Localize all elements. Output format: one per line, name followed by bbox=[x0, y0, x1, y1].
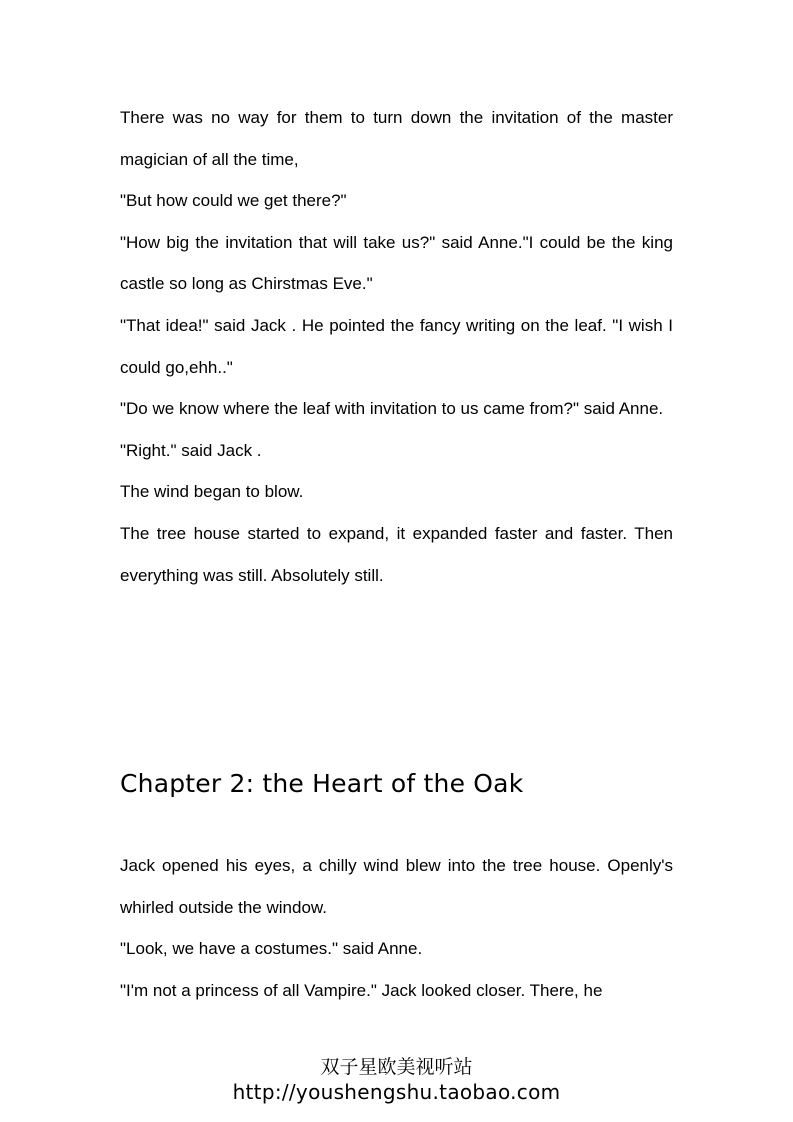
footer-title: 双子星欧美视听站 bbox=[320, 1056, 473, 1078]
paragraph: The tree house started to expand, it expanded faster and faster. Then everything was still. Absolutely still. bbox=[120, 523, 673, 585]
paragraph: "I'm not a princess of all Vampire." Jack looked closer. There, he bbox=[120, 980, 603, 1000]
paragraph: Jack opened his eyes, a chilly wind blew into the tree house. Openly's whirled outside the window. bbox=[120, 856, 673, 917]
paragraph: "Look, we have a costumes." said Anne. bbox=[120, 939, 423, 959]
chapter-heading: Chapter 2: the Heart of the Oak bbox=[120, 769, 524, 798]
paragraph: "But how could we get there?" bbox=[120, 191, 347, 211]
footer-url: http://youshengshu.taobao.com bbox=[232, 1080, 561, 1104]
text-before-chapter bbox=[120, 97, 673, 596]
text-after-chapter bbox=[120, 845, 673, 1011]
paragraph: "Do we know where the leaf with invitation to us came from?" said Anne. bbox=[120, 399, 664, 419]
paragraph: "Right." said Jack . bbox=[120, 440, 262, 460]
paragraph: "How big the invitation that will take us?" said Anne."I could be the king castle so long as Chirstmas Eve." bbox=[120, 232, 673, 294]
paragraph: "That idea!" said Jack . He pointed the fancy writing on the leaf. "I wish I could go,ehh.." bbox=[120, 315, 673, 377]
paragraph: There was no way for them to turn down the invitation of the master magician of all the time, bbox=[120, 108, 673, 169]
paragraph: The wind began to blow. bbox=[120, 482, 304, 502]
